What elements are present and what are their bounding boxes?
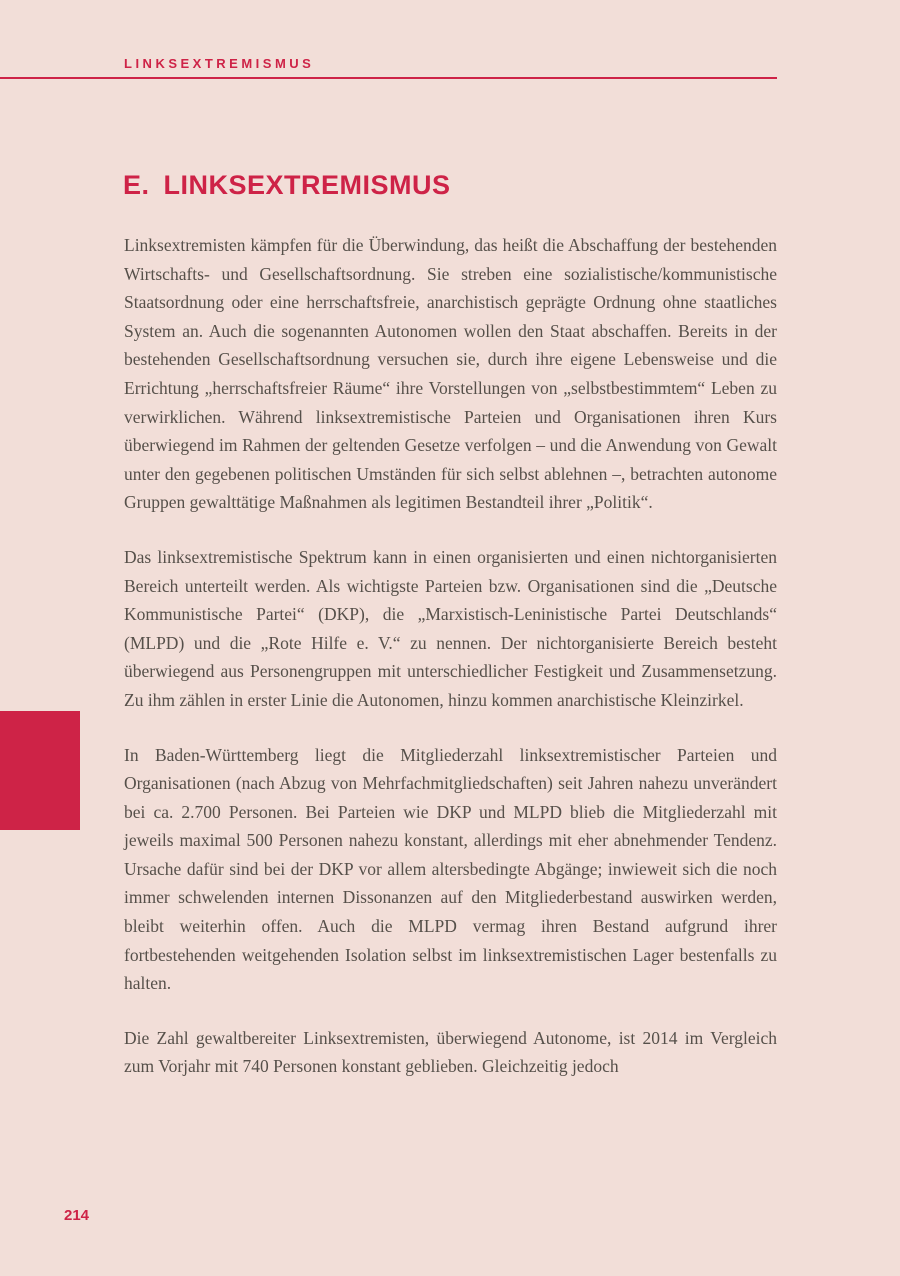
chapter-side-tab xyxy=(0,711,80,830)
chapter-heading xyxy=(123,170,451,201)
paragraph-spectrum: Das linksextremistische Spektrum kann in einen organisierten und einen nichtorganisierten Bereich unterteilt werden. Als wichtigste Parteien bzw. Organisationen sind die „Deutsche Kommunistische Partei“ (DKP), die „Marxistisch-Leninistische Partei Deutschlands“ (MLPD) und die „Rote Hilfe e. V.“ zu nennen. Der nichtorganisierte Bereich besteht überwiegend aus Personengruppen mit unterschiedlicher Festigkeit und Zusammensetzung. Zu ihm zählen in erster Linie die Autonomen, hinzu kommen anarchistische Kleinzirkel. xyxy=(124,546,777,710)
header-rule xyxy=(0,77,777,79)
page-number: 214 xyxy=(64,1207,90,1224)
chapter-title: LINKSEXTREMISMUS xyxy=(163,170,451,200)
paragraph-violence: Die Zahl gewaltbereiter Linksextremisten, überwiegend Autonome, ist 2014 im Vergleich zum Vorjahr mit 740 Personen konstant geblieben. Gleichzeitig jedoch xyxy=(124,1027,777,1077)
running-header-title: LINKSEXTREMISMUS xyxy=(124,56,315,71)
paragraph-overview: Linksextremisten kämpfen für die Überwindung, das heißt die Abschaffung der bestehenden Wirtschafts- und Gesellschaftsordnung. Sie streben eine sozialistische/kommunistische Staatsordnung oder eine herrschaftsfreie, anarchistisch geprägte Ordnung ohne staatliches System an. Auch die sogenannten Autonomen wollen den Staat abschaffen. Bereits in der bestehenden Gesellschaftsordnung versuchen sie, durch ihre eigene Lebensweise und die Errichtung „herrschaftsfreier Räume“ ihre Vorstellungen von „selbstbestimmtem“ Leben zu verwirklichen. Während linksextremistische Parteien und Organisationen ihren Kurs überwiegend im Rahmen der geltenden Gesetze verfolgen – und die Anwendung von Gewalt unter den gegebenen politischen Umständen für sich selbst ablehnen –, betrachten autonome Gruppen gewalttätige Maßnahmen als legitimen Bestandteil ihrer „Politik“. xyxy=(124,235,777,513)
paragraph-membership: In Baden-Württemberg liegt die Mitgliederzahl linksextremistischer Parteien und Organisationen (nach Abzug von Mehrfachmitgliedschaften) seit Jahren nahezu unverändert bei ca. 2.700 Personen. Bei Parteien wie DKP und MLPD blieb die Mitgliederzahl mit jeweils maximal 500 Personen nahezu konstant, allerdings mit eher abnehmender Tendenz. Ursache dafür sind bei der DKP vor allem altersbedingte Abgänge; inwieweit sich die noch immer schwelenden internen Dissonanzen auf den Mitgliederbestand auswirken werden, bleibt weiterhin offen. Auch die MLPD vermag ihren Bestand aufgrund ihrer fortbestehenden weitgehenden Isolation selbst im linksextremistischen Lager bestenfalls zu halten. xyxy=(124,744,777,994)
chapter-letter: E. xyxy=(123,170,150,200)
body-text xyxy=(124,231,777,1081)
